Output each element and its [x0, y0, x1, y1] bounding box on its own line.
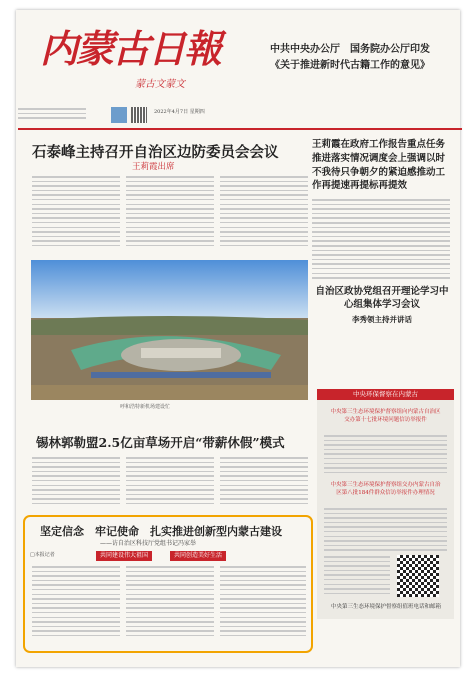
lead-body-col2 — [126, 176, 214, 250]
qr-code-icon — [397, 555, 439, 597]
inspection-contact-lines — [324, 556, 390, 597]
highlight-body-col2 — [126, 566, 214, 640]
lead-body-col3 — [220, 176, 308, 250]
top-headline-line2: 《关于推进新时代古籍工作的意见》 — [270, 59, 430, 71]
right-column — [312, 138, 452, 325]
date-text: 2022年4月7日 — [154, 109, 189, 115]
inspection-item-1-body — [324, 435, 447, 476]
masthead-qr-icon-1 — [111, 107, 127, 123]
lead-body-col1 — [32, 176, 120, 250]
lead-story-byline: 王莉霞出席 — [132, 162, 175, 172]
photo-caption: 呼和浩特新机场建设忙 — [120, 404, 171, 410]
inspection-bar: 中央环保督察在内蒙古 — [317, 389, 454, 400]
mid-body-col3 — [220, 457, 308, 508]
top-headline — [250, 42, 450, 73]
inspection-item-1: 中央第三生态环境保护督察组向内蒙古自治区交办第十七批环境问题信访举报件 — [330, 409, 441, 423]
inspection-footer: 中央第三生态环境保护督察组值班电话和邮箱 — [330, 604, 441, 610]
highlight-tag-1: 共同建设伟大祖国 — [96, 551, 152, 561]
mid-body-col2 — [126, 457, 214, 508]
highlight-title: 坚定信念 牢记使命 扎实推进创新型内蒙古建设 — [40, 525, 282, 538]
right-story-1-body — [312, 199, 450, 279]
masthead-meta — [18, 108, 86, 122]
masthead-qr-icon-2 — [131, 107, 147, 123]
right-story-1: 王莉霞在政府工作报告重点任务推进落实情况调度会上强调以时不我待只争朝夕的紧迫感推动工作再提速再提标再提效 — [312, 139, 446, 192]
highlight-tag-2: 共同创造美好生活 — [170, 551, 226, 561]
mid-body-col1 — [32, 457, 120, 508]
highlight-subtitle: ——访自治区科技厅党组书记冯家举 — [100, 540, 197, 547]
inspection-item-2: 中央第三生态环境保护督察组交办内蒙古自治区第八批184件群众信访举报件办理情况 — [330, 482, 441, 496]
masthead-divider — [18, 128, 462, 130]
newspaper-logo: 内蒙古日報 — [40, 26, 221, 71]
inspection-item-2-body — [324, 508, 447, 554]
right-story-2-title: 自治区政协党组召开理论学习中心组集体学习会议 — [315, 285, 449, 311]
airport-photo — [31, 260, 308, 400]
mid-story-title: 锡林郭勒盟2.5亿亩草场开启“带薪休假”模式 — [36, 435, 285, 450]
right-story-2-sub: 李秀领主持并讲话 — [352, 315, 412, 325]
highlight-author: □本报记者 — [30, 552, 55, 558]
lead-story-title: 石泰峰主持召开自治区边防委员会会议 — [32, 144, 279, 161]
logo-subtitle: 蒙古文蒙文 — [135, 79, 185, 90]
highlight-body-col3 — [220, 566, 306, 640]
highlight-body-col1 — [32, 566, 120, 640]
weekday-text: 星期四 — [189, 109, 205, 115]
top-headline-line1: 中共中央办公厅 国务院办公厅印发 — [270, 44, 430, 55]
masthead-date — [154, 108, 224, 115]
